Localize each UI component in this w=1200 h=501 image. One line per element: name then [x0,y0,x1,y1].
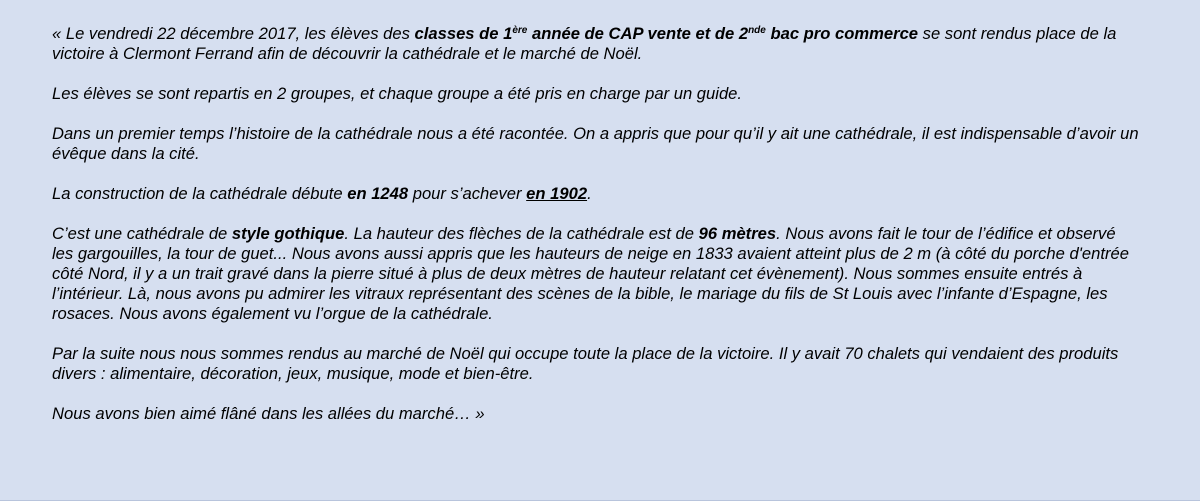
construction-period: . [587,184,592,203]
paragraph-history: Dans un premier temps l’histoire de la cathédrale nous a été racontée. On a appris que pour qu’il y ait une cathédrale, il est indispensable d’avoir un évêque dans la cité. [52,124,1139,163]
intro-text: « Le vendredi 22 décembre 2017, les élèves des [52,24,415,43]
paragraph-gothic [52,224,1140,324]
paragraph-groups: Les élèves se sont repartis en 2 groupes, et chaque groupe a été pris en charge par un guide. [52,84,743,103]
gothic-text: C’est une cathédrale de [52,224,232,243]
bold-classes-text: classes de 1 [414,24,513,43]
construction-text: La construction de la cathédrale débute [52,184,348,203]
spire-height: 96 mètres [698,224,777,243]
superscript-nde: nde [748,25,766,36]
construction-end-year: en 1902 [526,184,588,203]
gothic-style: style gothique [231,224,345,243]
paragraph-construction [52,184,1140,204]
construction-start-year: en 1248 [347,184,409,203]
paragraph-market: Par la suite nous nous sommes rendus au marché de Noël qui occupe toute la place de la victoire. Il y avait 70 chalets qui vendaient des produits divers : alimentaire, décoration, jeux, musique, mode et bien-être. [52,344,1119,383]
intro-bold-classes [415,24,918,43]
bold-bac-pro-text: bac pro commerce [765,24,919,43]
gothic-rest-text: . Nous avons fait le tour de l’édifice et observé les gargouilles, la tour de guet... Nous avons aussi appris que les hauteurs de neige en 1833 avaient atteint plus de 2 m (à côté du porche d'entrée côté Nord, il y a un trait gravé dans la pierre situé à plus de deux mètres de hauteur relatant cet évènement). Nous sommes ensuite entrés à l’intérieur. Là, nous avons pu admirer les vitraux représentant des scènes de la bible, le mariage du fils de St Louis avec l’infante d’Espagne, les rosaces. Nous avons également vu l’orgue de la cathédrale. [52,224,1129,323]
paragraph-closing: Nous avons bien aimé flâné dans les allées du marché… » [52,404,485,423]
paragraph-intro [52,24,1140,64]
gothic-mid-text: . La hauteur des flèches de la cathédrale est de [344,224,699,243]
construction-mid-text: pour s’achever [408,184,527,203]
bold-cap-text: année de CAP vente et de 2 [527,24,749,43]
intro-rest-text: se sont rendus place de la victoire à Clermont Ferrand afin de découvrir la cathédrale et le marché de Noël. [52,24,1117,63]
superscript-ere: ère [512,25,528,36]
